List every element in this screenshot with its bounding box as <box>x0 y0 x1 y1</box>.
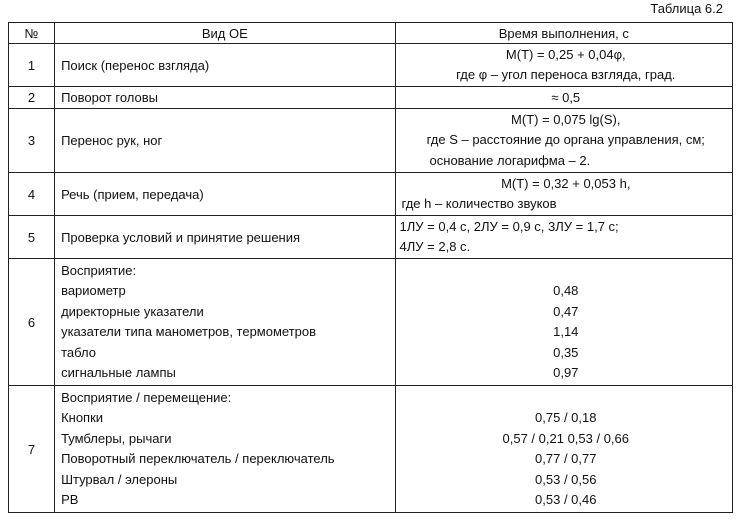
operations-table <box>8 22 733 513</box>
operation-name: Проверка условий и принятие решения <box>55 216 395 259</box>
list-value: 0,48 <box>553 283 579 298</box>
list-value: 0,75 / 0,18 <box>535 410 597 425</box>
operation-time <box>395 173 732 216</box>
operation-name <box>55 386 395 513</box>
list-value: 0,53 / 0,46 <box>535 492 597 507</box>
list-value: 0,35 <box>553 344 579 360</box>
operation-time: ≈ 0,5 <box>395 87 732 109</box>
row-number: 4 <box>9 173 55 216</box>
table-row <box>9 216 733 259</box>
time-note: где φ – угол переноса взгляда, град. <box>456 67 676 82</box>
list-value: 0,77 / 0,77 <box>535 451 597 466</box>
operation-time <box>395 44 732 87</box>
table-row <box>9 44 733 87</box>
list-value: 0,53 / 0,56 <box>535 471 597 487</box>
operation-name: Поиск (перенос взгляда) <box>55 44 395 87</box>
operation-name <box>55 259 395 386</box>
list-item: табло <box>61 344 96 360</box>
list-item: директорные указатели <box>61 303 204 319</box>
time-formula: M(T) = 0,25 + 0,04φ, <box>505 46 626 62</box>
row-number: 7 <box>9 386 55 513</box>
list-item: указатели типа манометров, термометров <box>61 324 317 339</box>
operation-name: Перенос рук, ног <box>55 109 395 173</box>
header-time: Время выполнения, с <box>395 23 732 44</box>
time-formula: 1ЛУ = 0,4 с, 2ЛУ = 0,9 с, 3ЛУ = 1,7 с; <box>399 218 619 234</box>
table-row <box>9 109 733 173</box>
table-row <box>9 173 733 216</box>
list-value: 0,47 <box>553 303 579 319</box>
list-item: Штурвал / элероны <box>61 471 178 487</box>
list-item: вариометр <box>61 283 126 298</box>
operation-time <box>395 109 732 173</box>
operation-time <box>395 386 732 513</box>
list-item: РВ <box>61 492 79 507</box>
group-title: Восприятие: <box>61 262 137 278</box>
table-header-row <box>9 23 733 44</box>
row-number: 1 <box>9 44 55 87</box>
list-item: Поворотный переключатель / переключатель <box>61 451 335 466</box>
list-value: 0,97 <box>553 365 579 380</box>
list-item: сигнальные лампы <box>61 365 176 380</box>
group-title: Восприятие / перемещение: <box>61 389 232 405</box>
row-number: 3 <box>9 109 55 173</box>
row-number: 5 <box>9 216 55 259</box>
table-row <box>9 259 733 386</box>
table-row <box>9 87 733 109</box>
time-note: где S – расстояние до органа управления, см; <box>426 132 705 148</box>
table-row <box>9 386 733 513</box>
time-formula: M(T) = 0,32 + 0,053 h, <box>501 175 631 191</box>
list-value: 0,57 / 0,21 0,53 / 0,66 <box>502 430 630 446</box>
header-name: Вид ОЕ <box>55 23 395 44</box>
time-formula: M(T) = 0,075 lg(S), <box>511 111 621 127</box>
row-number: 2 <box>9 87 55 109</box>
operation-name: Речь (прием, передача) <box>55 173 395 216</box>
list-value: 1,14 <box>553 324 579 339</box>
table-caption: Таблица 6.2 <box>650 1 723 16</box>
list-item: Кнопки <box>61 410 104 425</box>
list-item: Тумблеры, рычаги <box>61 430 172 446</box>
operation-time <box>395 216 732 259</box>
operation-time <box>395 259 732 386</box>
header-num: № <box>9 23 55 44</box>
operation-name: Поворот головы <box>55 87 395 109</box>
row-number: 6 <box>9 259 55 386</box>
time-note: где h – количество звуков <box>401 196 557 211</box>
time-note: основание логарифма – 2. <box>429 152 591 168</box>
time-note: 4ЛУ = 2,8 с. <box>399 239 471 254</box>
